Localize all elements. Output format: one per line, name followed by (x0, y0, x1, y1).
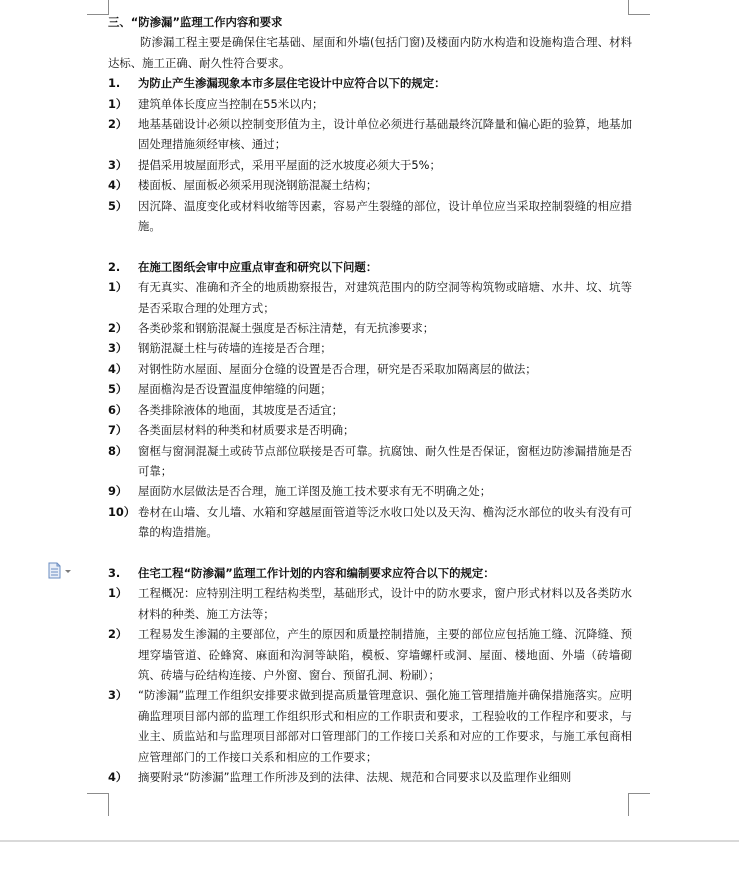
list-item (108, 400, 632, 420)
list-item-number: 3） (108, 341, 128, 356)
list-item (108, 196, 632, 237)
list-item-number: 5） (108, 198, 128, 213)
section-list (108, 73, 632, 787)
list-item-number: 2） (108, 117, 128, 132)
list-item (108, 114, 632, 155)
list-item-number: 3） (108, 688, 128, 703)
numbered-section-title (108, 73, 632, 93)
section-number: 3. (108, 565, 121, 580)
list-item-number: 9） (108, 484, 128, 499)
crop-mark-bottom-right (628, 793, 650, 816)
crop-mark-bottom-left (87, 793, 109, 816)
list-item-text: 屋面檐沟是否设置温度伸缩缝的问题； (138, 382, 332, 397)
numbered-section-title (108, 563, 632, 583)
list-item-text: 提倡采用坡屋面形式，采用平屋面的泛水坡度必须大于5%； (138, 157, 441, 172)
numbered-section-title (108, 257, 632, 277)
list-item-text: 对钢性防水屋面、屋面分仓缝的设置是否合理，研究是否采取加隔离层的做法； (138, 361, 537, 376)
list-item (108, 338, 632, 358)
document-body (108, 12, 632, 787)
list-item-text: 屋面防水层做法是否合理，施工详图及施工技术要求有无不明确之处； (138, 484, 492, 499)
section-number: 2. (108, 259, 121, 274)
list-item-number: 6） (108, 402, 128, 417)
page-break-divider (0, 840, 739, 842)
document-options-icon[interactable] (47, 562, 75, 580)
list-item (108, 94, 632, 114)
crop-mark-top-left (87, 0, 109, 15)
list-item (108, 767, 632, 787)
list-item-text: 各类面层材料的种类和材质要求是否明确； (138, 423, 355, 438)
list-item-number: 2） (108, 321, 128, 336)
list-item-text: 工程概况：应特别注明工程结构类型，基础形式，设计中的防水要求，窗户形式材料以及各类防水材料的种类、施工方法等； (138, 586, 632, 621)
list-item-number: 5） (108, 382, 128, 397)
list-item-text: 地基基础设计必须以控制变形值为主，设计单位必须进行基础最终沉降量和偏心距的验算，地基加固处理措施须经审核、通过； (138, 117, 632, 152)
list-item-number: 3） (108, 157, 128, 172)
list-item-text: 各类排除液体的地面，其坡度是否适宜； (138, 402, 344, 417)
list-item-text: 有无真实、准确和齐全的地质勘察报告，对建筑范围内的防空洞等构筑物或暗塘、水井、坟、坑等是否采取合理的处理方式； (138, 280, 632, 315)
section-title: 为防止产生渗漏现象本市多层住宅设计中应符合以下的规定： (138, 76, 446, 91)
list-item-text: 钢筋混凝土柱与砖墙的连接是否合理； (138, 341, 332, 356)
list-item-text: 因沉降、温度变化或材料收缩等因素，容易产生裂缝的部位，设计单位应当采取控制裂缝的相应措施。 (138, 198, 632, 234)
list-item-number: 4） (108, 770, 128, 784)
blank-line (108, 236, 632, 256)
list-item (108, 277, 632, 318)
list-item (108, 359, 632, 379)
list-item-text: “防渗漏”监理工作组织安排要求做到提高质量管理意识、强化施工管理措施并确保措施落实。应明确监理项目部内部的监理工作组织形式和相应的工作职责和要求，工程验收的工作程序和要求，与业主、质监站和与监理项目部部对口管理部门的工作接口关系和对应的工作要求，与施工承包商相应管理部门的工作接口关系和相应的工作要求； (138, 688, 632, 764)
list-item (108, 583, 632, 624)
list-item (108, 624, 632, 685)
list-item (108, 502, 632, 543)
list-item-number: 1） (108, 280, 128, 295)
list-item (108, 155, 632, 175)
section-number: 1. (108, 76, 121, 91)
list-item (108, 379, 632, 399)
list-item-number: 10） (108, 504, 136, 519)
list-item-text: 窗框与窗洞混凝土或砖节点部位联接是否可靠。抗腐蚀、耐久性是否保证，窗框边防渗漏措施是否可靠； (138, 443, 632, 478)
list-item-text: 建筑单体长度应当控制在55米以内； (138, 96, 324, 111)
section-title: 在施工图纸会审中应重点审查和研究以下问题： (138, 259, 378, 274)
list-item (108, 441, 632, 482)
list-item-number: 2） (108, 627, 128, 642)
list-item-number: 1） (108, 586, 128, 601)
list-item (108, 685, 632, 767)
list-item-text: 楼面板、屋面板必须采用现浇钢筋混凝土结构； (138, 178, 378, 193)
blank-line (108, 543, 632, 563)
list-item-text: 卷材在山墙、女儿墙、水箱和穿越屋面管道等泛水收口处以及天沟、檐沟泛水部位的收头有没有可靠的构造措施。 (138, 504, 632, 540)
list-item-text: 工程易发生渗漏的主要部位，产生的原因和质量控制措施，主要的部位应包括施工缝、沉降缝、预埋穿墙管道、砼蜂窝、麻面和沟洞等缺陷，模板、穿墙螺杆或洞、屋面、楼地面、外墙（砖墙砌筑、砖墙与砼结构连接、户外窗、窗台、预留孔洞、粉刷）； (138, 627, 632, 682)
section-title: 住宅工程“防渗漏”监理工作计划的内容和编制要求应符合以下的规定： (138, 565, 495, 580)
intro-paragraph: 防渗漏工程主要是确保住宅基础、屋面和外墙(包括门窗)及楼面内防水构造和设施构造合理、材料达标、施工正确、耐久性符合要求。 (108, 35, 632, 70)
section-heading: 三、“防渗漏”监理工作内容和要求 (108, 15, 283, 29)
list-item (108, 318, 632, 338)
list-item-number: 4） (108, 361, 128, 376)
list-item-text: 摘要附录“防渗漏”监理工作所涉及到的法律、法规、规范和合同要求以及监理作业细则 (138, 770, 572, 784)
list-item-number: 8） (108, 443, 128, 458)
list-item (108, 481, 632, 501)
list-item (108, 175, 632, 195)
list-item-number: 7） (108, 423, 128, 438)
list-item-text: 各类砂浆和钢筋混凝土强度是否标注清楚，有无抗渗要求； (138, 321, 435, 336)
list-item-number: 1） (108, 96, 128, 111)
list-item-number: 4） (108, 178, 128, 193)
list-item (108, 420, 632, 440)
